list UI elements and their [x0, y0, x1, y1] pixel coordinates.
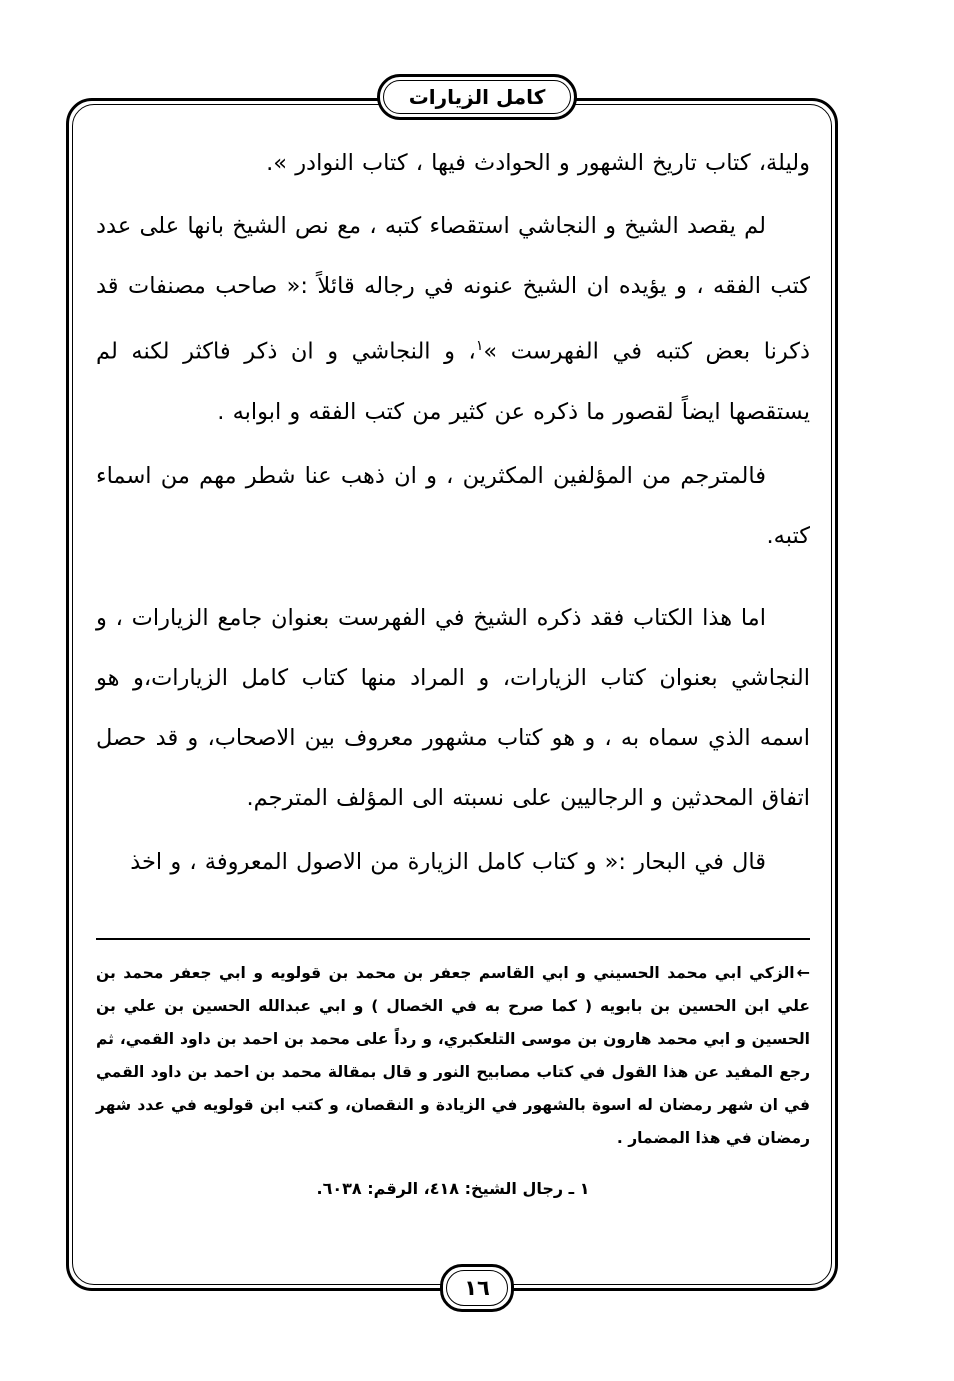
- body-paragraph-2: [96, 196, 810, 442]
- running-head-badge: [377, 74, 577, 120]
- body-paragraph-1: وليلة، كتاب تاريخ الشهور و الحوادث فيها ، كتاب النوادر ».: [266, 150, 810, 176]
- footnote-continued: [96, 956, 810, 1155]
- page-number-badge: [440, 1264, 514, 1312]
- body-paragraph-4: اما هذا الكتاب فقد ذكره الشيخ في الفهرست بعنوان جامع الزيارات ، و النجاشي بعنوان كتاب الزيارات، و المراد منها كتاب كامل الزيارات،و هو اسمه الذي سماه به ، و هو كتاب مشهور معروف بين الاصحاب، و قد حصل اتفاق المحدثين و الرجاليين على نسبته الى المؤلف المترجم.: [96, 604, 810, 811]
- page-number: ١٦: [464, 1276, 490, 1300]
- body-paragraph-2-text-before-note: لم يقصد الشيخ و النجاشي استقصاء كتبه ، مع نص الشيخ بانها على عدد كتب الفقه ، و يؤيده ان الشيخ عنونه في رجاله قائلاً :« صاحب مصنفات قد ذكرنا بعض كتبه في الفهرست »: [96, 213, 810, 365]
- continuation-arrow-icon: ←: [796, 963, 810, 982]
- footnote-separator-rule: [96, 938, 810, 940]
- footnote-reference-marker[interactable]: ١: [475, 338, 484, 354]
- body-paragraph-2-text-after-note: ، و النجاشي و ان ذكر فاكثر لكنه لم يستقصها ايضاً لقصور ما ذكره عن كثير من كتب الفقه و ابوابه .: [96, 338, 810, 425]
- body-paragraph-3: فالمترجم من المؤلفين المكثرين ، و ان ذهب عنا شطر مهم من اسماء كتبه.: [96, 462, 810, 549]
- footnote-citation-1: ١ ـ رجال الشيخ: ٤١٨، الرقم: ٦٠٣٨.: [316, 1179, 590, 1198]
- footnote-continued-text: الزكي ابي محمد الحسيني و ابي القاسم جعفر بن محمد بن قولويه و ابي جعفر محمد بن علي ابن الحسين بن بابويه ( كما صرح به في الخصال ) و ابي عبدالله الحسين بن علي بن الحسين و ابي محمد هارون بن موسى التلعكبري، و رداً على محمد بن احمد بن داود القمي، ثم رجع المفيد عن هذا القول في كتاب مصابيح النور و قال بمقالة محمد بن احمد بن داود القمي في ان شهر رمضان له اسوة بالشهور في الزيادة و النقصان، و كتب ابن قولويه في عدد شهر رمضان في هذا المضمار .: [96, 964, 810, 1147]
- footnote-region: [96, 938, 810, 1205]
- body-text-region: [96, 128, 810, 896]
- running-head-title: كامل الزيارات: [408, 85, 546, 109]
- body-paragraph-5: قال في البحار :« و كتاب كامل الزيارة من الاصول المعروفة ، و اخذ: [130, 848, 766, 875]
